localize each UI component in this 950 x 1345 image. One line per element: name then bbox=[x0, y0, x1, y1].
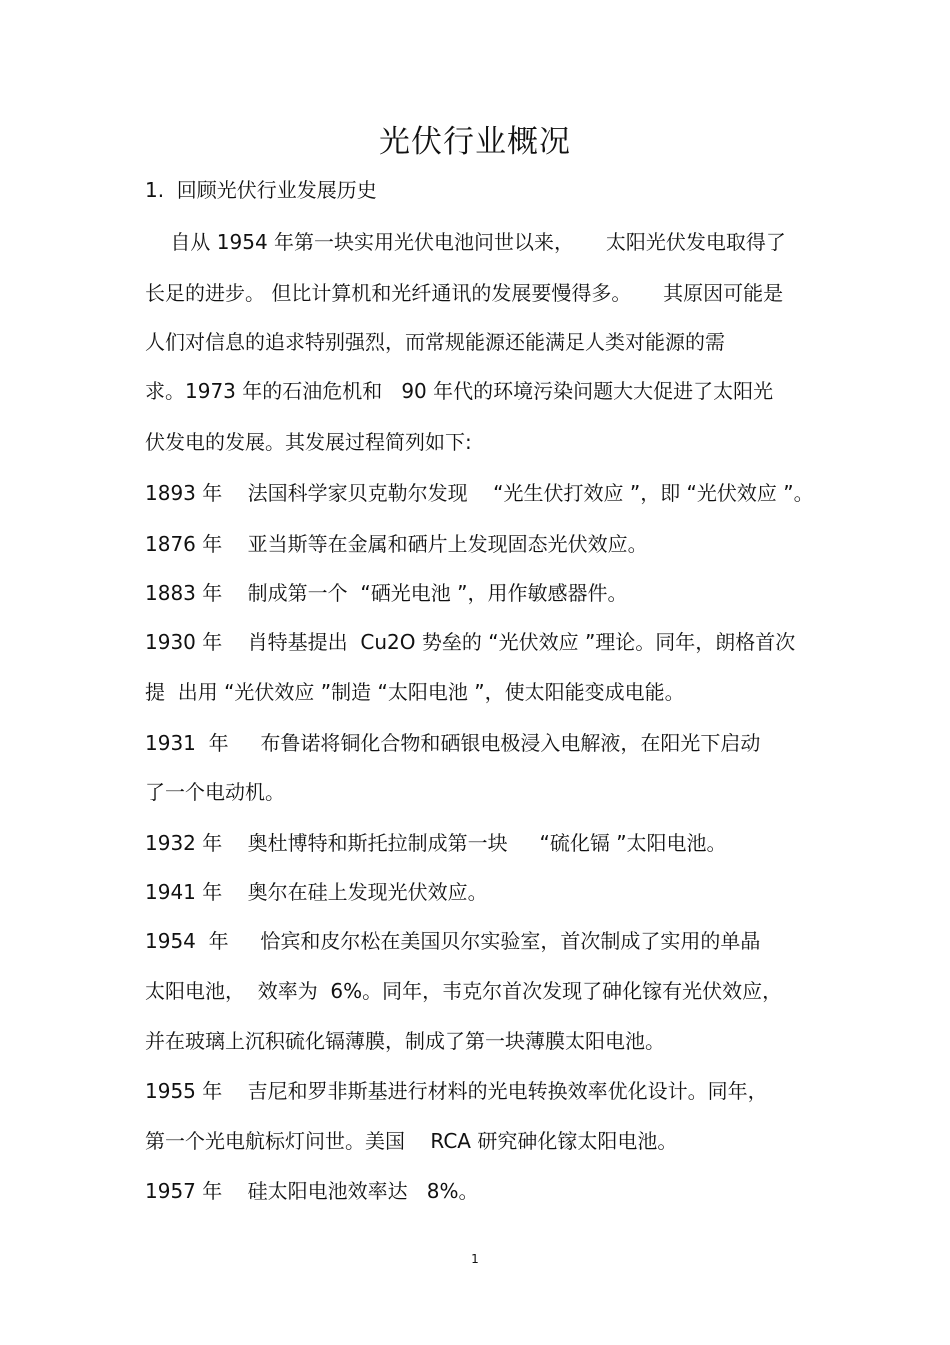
paragraph-line: 伏发电的发展。其发展过程简列如下: bbox=[145, 430, 472, 454]
timeline-line: 第一个光电航标灯问世。美国 RCA 研究砷化镓太阳电池。 bbox=[145, 1129, 678, 1153]
timeline-line: 太阳电池， 效率为 6%。同年，韦克尔首次发现了砷化镓有光伏效应， bbox=[145, 979, 783, 1003]
timeline-line: 提 出用 “光伏效应 ”制造 “太阳电池 ”，使太阳能变成电能。 bbox=[145, 680, 685, 704]
paragraph-line: 长足的进步。 但比计算机和光纤通讯的发展要慢得多。 其原因可能是 bbox=[145, 281, 784, 305]
timeline-line: 1932 年 奥杜博特和斯托拉制成第一块 “硫化镉 ”太阳电池。 bbox=[145, 831, 727, 855]
timeline-line: 并在玻璃上沉积硫化镉薄膜，制成了第一块薄膜太阳电池。 bbox=[145, 1029, 665, 1053]
timeline-line: 1957 年 硅太阳电池效率达 8%。 bbox=[145, 1179, 479, 1203]
timeline-line: 1893 年 法国科学家贝克勒尔发现 “光生伏打效应 ”，即 “光伏效应 ”。 bbox=[145, 481, 814, 505]
timeline-line: 1876 年 亚当斯等在金属和硒片上发现固态光伏效应。 bbox=[145, 532, 648, 556]
timeline-line: 1954 年 恰宾和皮尔松在美国贝尔实验室，首次制成了实用的单晶 bbox=[145, 929, 761, 953]
paragraph-line: 人们对信息的追求特别强烈，而常规能源还能满足人类对能源的需 bbox=[145, 330, 725, 354]
document-title: 光伏行业概况 bbox=[379, 124, 571, 160]
timeline-line: 了一个电动机。 bbox=[145, 780, 285, 804]
timeline-line: 1883 年 制成第一个 “硒光电池 ”，用作敏感器件。 bbox=[145, 581, 628, 605]
paragraph-line: 求。1973 年的石油危机和 90 年代的环境污染问题大大促进了太阳光 bbox=[145, 379, 774, 403]
timeline-line: 1931 年 布鲁诺将铜化合物和硒银电极浸入电解液，在阳光下启动 bbox=[145, 731, 761, 755]
page-number: 1 bbox=[471, 1252, 479, 1266]
section-heading: 1. 回顾光伏行业发展历史 bbox=[145, 178, 377, 202]
timeline-line: 1941 年 奥尔在硅上发现光伏效应。 bbox=[145, 880, 488, 904]
timeline-line: 1955 年 吉尼和罗非斯基进行材料的光电转换效率优化设计。同年， bbox=[145, 1079, 768, 1103]
timeline-line: 1930 年 肖特基提出 Cu2O 势垒的 “光伏效应 ”理论。同年，朗格首次 bbox=[145, 630, 796, 654]
paragraph-line: 自从 1954 年第一块实用光伏电池问世以来， 太阳光伏发电取得了 bbox=[145, 230, 786, 254]
